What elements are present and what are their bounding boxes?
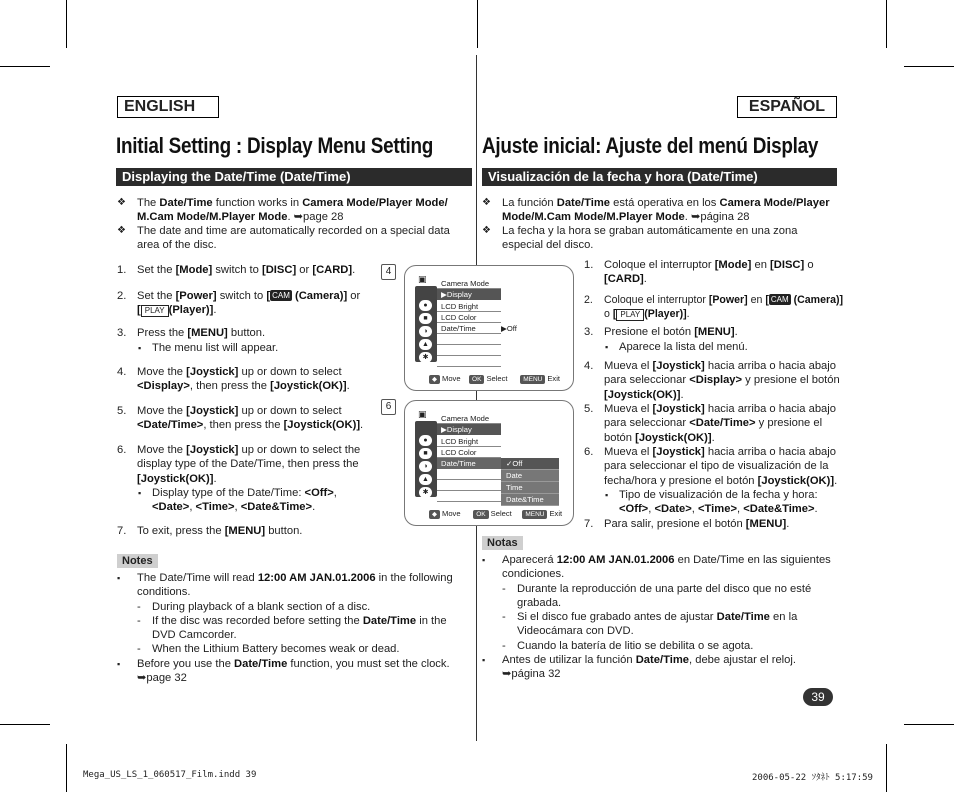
menu-row-empty xyxy=(437,356,501,367)
menu-row: Date/Time xyxy=(437,323,501,334)
page-title-en: Initial Setting : Display Menu Setting xyxy=(116,133,434,158)
note-item: ▪ The Date/Time will read 12:00 AM JAN.01.2006 in the following conditions. xyxy=(137,571,462,600)
page-ref: página 28 xyxy=(700,211,750,224)
step-7: 7. Para salir, presione el botón [MENU]. xyxy=(584,518,790,530)
crop-mark xyxy=(477,0,478,48)
section-header-en: Displaying the Date/Time (Date/Time) xyxy=(116,168,472,186)
joystick-move-icon: ◆ xyxy=(429,375,440,384)
step-6: 6. Mueva el [Joystick] hacia arriba o hacia abajo para seleccionar el tipo de visualización de la fecha/hora y presione el botón [Joystick(OK)]. xyxy=(584,446,838,487)
gear-icon: ✱ xyxy=(419,352,432,363)
step-5: 5. Move the [Joystick] up or down to select <Date/Time>, then press the [Joystick(OK)]. xyxy=(117,405,364,432)
step-3: 3. Presione el botón [MENU]. xyxy=(584,326,738,338)
option-item: Time xyxy=(501,482,559,494)
page-number: 39 xyxy=(803,688,833,706)
step-3: 3. Press the [MENU] button. xyxy=(117,327,266,339)
menu-key-icon: MENU xyxy=(520,375,545,384)
joystick-move-icon: ◆ xyxy=(429,510,440,519)
step-6-sub: ▪ Tipo de visualización de la fecha y hora: <Off>, <Date>, <Time>, <Date&Time>. xyxy=(619,488,841,517)
crop-mark xyxy=(904,724,954,725)
notes-label-es: Notas xyxy=(482,536,523,550)
step-2: 2. Set the [Power] switch to [ CAM (Camera)] or [ PLAY (Player)]. xyxy=(117,290,361,317)
crop-mark xyxy=(0,66,50,67)
menu-row: Camera Mode xyxy=(437,413,501,424)
settings-icon: ◑ xyxy=(419,461,432,472)
bullet-item: ❖ The Date/Time function works in Camera Mode/Player Mode/ M.Cam Mode/M.Player Mode. ➥page 28 xyxy=(137,196,457,225)
note-sub-item: - Durante la reproducción de una parte del disco que no esté grabada. xyxy=(517,582,827,611)
column-divider xyxy=(476,55,477,741)
menu-row: LCD Color xyxy=(437,447,501,458)
print-footer-left: Mega_US_LS_1_060517_Film.indd 39 xyxy=(83,770,257,780)
note-item: ▪ Antes de utilizar la función Date/Time, debe ajustar el reloj. ➥página 32 xyxy=(502,653,822,682)
page-ref-icon: ➥ xyxy=(293,211,304,224)
page-title-es: Ajuste inicial: Ajuste del menú Display xyxy=(482,133,819,158)
menu-row: LCD Bright xyxy=(437,436,501,447)
crop-mark xyxy=(66,0,67,48)
menu-footer: ◆ Move OK Select MENU Exit xyxy=(429,374,560,384)
menu-row-active: Date/Time xyxy=(437,458,501,469)
crop-mark xyxy=(0,724,50,725)
page-ref: página 32 xyxy=(511,668,561,681)
step-3-sub: ▪ Aparece la lista del menú. xyxy=(619,340,839,354)
step-3-sub: ▪ The menu list will appear. xyxy=(152,341,377,355)
step-5: 5. Mueva el [Joystick] hacia arriba o hacia abajo para seleccionar <Date/Time> y presione el botón [Joystick(OK)]. xyxy=(584,403,836,444)
menu-row-empty xyxy=(437,334,501,345)
print-footer-right: 2006-05-22 ｿﾀﾈﾄ 5:17:59 xyxy=(752,773,873,783)
crop-mark xyxy=(66,744,67,792)
page-ref-icon: ➥ xyxy=(137,672,147,685)
menu-row-empty xyxy=(437,480,501,491)
step-6: 6. Move the [Joystick] up or down to select the display type of the Date/Time, then press the [Joystick(OK)]. xyxy=(117,444,361,485)
page-ref: page 32 xyxy=(146,672,187,685)
menu-row-selected: ▶Display xyxy=(437,289,501,300)
settings-icon: ◑ xyxy=(419,326,432,337)
notes-label-en: Notes xyxy=(117,554,158,568)
step-1: 1. Coloque el interruptor [Mode] en [DISC] o [CARD]. xyxy=(584,259,814,286)
disc-icon: ▲ xyxy=(419,474,432,485)
display-icon: ● xyxy=(419,435,432,446)
bullet-item: ❖ La función Date/Time está operativa en los Camera Mode/Player Mode/M.Cam Mode/M.Player Mode. ➥página 28 xyxy=(502,196,837,225)
camera-mode-icon: ▣ xyxy=(418,274,427,284)
bullet-item: ❖ La fecha y la hora se graban automáticamente en una zona especial del disco. xyxy=(502,224,822,253)
crop-mark xyxy=(886,744,887,792)
menu-row-selected: ▶Display xyxy=(437,424,501,435)
step-6-sub: ▪ Display type of the Date/Time: <Off>, <Date>, <Time>, <Date&Time>. xyxy=(152,486,374,515)
bullet-item: ❖ The date and time are automatically recorded on a special data area of the disc. xyxy=(137,224,457,253)
menu-value: ▶Off xyxy=(501,324,517,333)
note-sub-item: - When the Lithium Battery becomes weak or dead. xyxy=(152,642,462,656)
step-2: 2. Coloque el interruptor [Power] en [ CAM (Camera)] o [ PLAY (Player)]. xyxy=(584,294,844,321)
menu-row: LCD Bright xyxy=(437,301,501,312)
record-icon: ■ xyxy=(419,313,432,324)
camera-icon: CAM xyxy=(272,291,290,300)
record-icon: ■ xyxy=(419,448,432,459)
player-icon: PLAY xyxy=(141,305,169,317)
menu-screen-step-4 xyxy=(404,265,574,391)
menu-row: Camera Mode xyxy=(437,278,501,289)
section-header-es: Visualización de la fecha y hora (Date/Time) xyxy=(482,168,837,186)
gear-icon: ✱ xyxy=(419,487,432,498)
menu-key-icon: MENU xyxy=(522,510,547,519)
option-item: Date xyxy=(501,470,559,482)
menu-row-empty xyxy=(437,491,501,502)
page-ref: page 28 xyxy=(303,211,344,224)
lang-label-espanol: ESPAÑOL xyxy=(737,96,837,118)
step-4: 4. Mueva el [Joystick] hacia arriba o hacia abajo para seleccionar <Display> y presione el botón [Joystick(OK)]. xyxy=(584,360,840,401)
display-icon: ● xyxy=(419,300,432,311)
option-item-selected: ✓Off xyxy=(501,458,559,470)
menu-row-empty xyxy=(437,469,501,480)
crop-mark xyxy=(886,0,887,48)
ok-key-icon: OK xyxy=(473,510,488,519)
camera-mode-icon: ▣ xyxy=(418,409,427,419)
note-sub-item: - Cuando la batería de litio se debilita o se agota. xyxy=(517,639,827,653)
menu-side-bar xyxy=(415,286,437,362)
menu-row: LCD Color xyxy=(437,312,501,323)
step-1: 1. Set the [Mode] switch to [DISC] or [CARD]. xyxy=(117,264,356,276)
page-ref-icon: ➥ xyxy=(502,668,512,681)
note-item: ▪ Before you use the Date/Time function, you must set the clock. ➥page 32 xyxy=(137,657,462,686)
step-7: 7. To exit, press the [MENU] button. xyxy=(117,525,303,537)
note-sub-item: - If the disc was recorded before setting the Date/Time in the DVD Camcorder. xyxy=(152,614,462,643)
lang-label-english: ENGLISH xyxy=(117,96,219,118)
camera-icon: CAM xyxy=(770,295,789,304)
menu-row-empty xyxy=(437,345,501,356)
disc-icon: ▲ xyxy=(419,339,432,350)
note-item: ▪ Aparecerá 12:00 AM JAN.01.2006 en Date/Time en las siguientes condiciones. xyxy=(502,553,837,582)
step-4: 4. Move the [Joystick] up or down to select <Display>, then press the [Joystick(OK)]. xyxy=(117,366,350,393)
menu-side-bar xyxy=(415,421,437,497)
option-item: Date&Time xyxy=(501,494,559,506)
screen-step-tag: 6 xyxy=(381,399,396,415)
crop-mark xyxy=(904,66,954,67)
option-list xyxy=(501,458,559,506)
ok-key-icon: OK xyxy=(469,375,484,384)
note-sub-item: - During playback of a blank section of a disc. xyxy=(152,600,462,614)
screen-step-tag: 4 xyxy=(381,264,396,280)
player-icon: PLAY xyxy=(616,309,644,321)
menu-screen-step-6 xyxy=(404,400,574,526)
menu-footer: ◆ Move OK Select MENU Exit xyxy=(429,509,562,519)
page-ref-icon: ➥ xyxy=(690,211,701,224)
note-sub-item: - Si el disco fue grabado antes de ajustar Date/Time en la Videocámara con DVD. xyxy=(517,610,817,639)
